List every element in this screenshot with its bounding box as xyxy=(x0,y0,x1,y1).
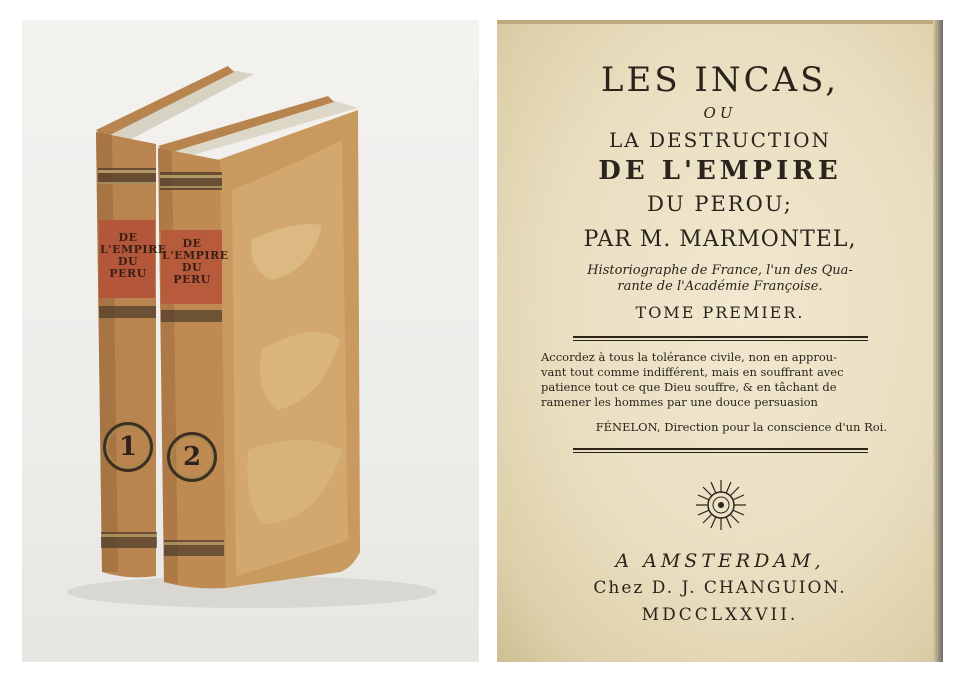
divider-rule-bottom xyxy=(573,448,868,450)
tome-label: TOME PREMIER. xyxy=(635,303,805,322)
author-line: PAR M. MARMONTEL, xyxy=(583,227,857,252)
subtitle-line-1: LA DESTRUCTION xyxy=(608,128,832,152)
epigraph-line-2: vant tout comme indifférent, mais en souffrant avec xyxy=(541,365,844,379)
volume-2-number: 2 xyxy=(167,432,217,482)
divider-rule-top-thin xyxy=(573,340,868,341)
imprint-city: A AMSTERDAM, xyxy=(615,550,825,572)
epigraph-line-4: ramener les hommes par une douce persuasion xyxy=(541,395,818,409)
epigraph-line-1: Accordez à tous la tolérance civile, non en approu- xyxy=(541,350,838,364)
volume-1-spine-label: DE L'EMPIRE DU PERU xyxy=(100,231,167,280)
title-ou: OU xyxy=(703,104,737,122)
books-illustration xyxy=(22,20,479,662)
epigraph-line-3: patience tout ce que Dieu souffre, & en tâchant de xyxy=(541,380,837,394)
imprint-publisher: Chez D. J. CHANGUION. xyxy=(593,578,847,598)
sunburst-ornament-icon xyxy=(694,478,748,532)
divider-rule-top xyxy=(573,336,868,338)
subtitle-line-2: DE L'EMPIRE xyxy=(598,156,842,186)
imprint-year: MDCCLXXVII. xyxy=(641,605,799,625)
page-top-edge xyxy=(497,20,943,24)
divider-rule-bottom-thin xyxy=(573,452,868,453)
author-description-2: rante de l'Académie Françoise. xyxy=(617,279,823,294)
epigraph-attribution: FÉNELON, Direction pour la conscience d'un Roi. xyxy=(595,420,887,434)
title-page xyxy=(497,20,943,662)
author-description-1: Historiographe de France, l'un des Qua- xyxy=(587,263,853,278)
books-photo xyxy=(22,20,479,662)
volume-2-spine-label: DE L'EMPIRE DU PERU xyxy=(162,237,229,286)
subtitle-line-3: DU PEROU; xyxy=(647,192,793,216)
volume-1-number: 1 xyxy=(103,422,153,472)
book-title: LES INCAS, xyxy=(600,60,840,100)
